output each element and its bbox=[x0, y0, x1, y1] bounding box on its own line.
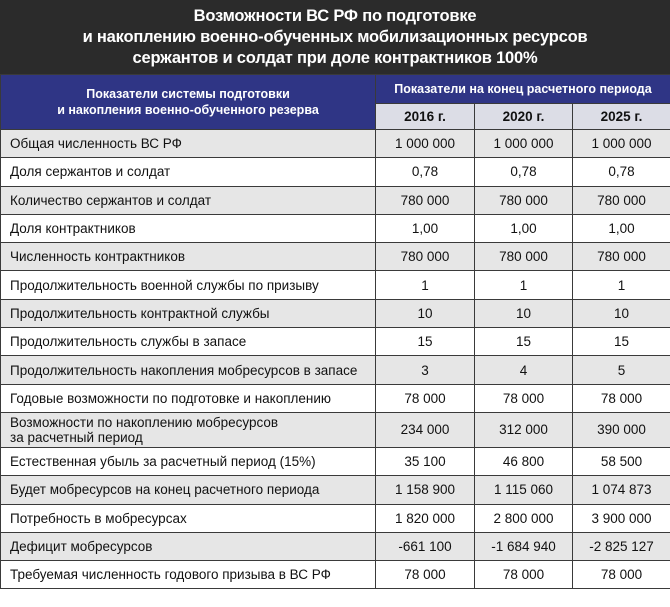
row-value: 1 bbox=[475, 271, 573, 299]
row-value: 10 bbox=[573, 299, 670, 327]
row-value: 780 000 bbox=[475, 186, 573, 214]
row-label-line: Потребность в мобресурсах bbox=[10, 510, 187, 526]
row-value: 1 bbox=[376, 271, 475, 299]
row-label bbox=[1, 476, 376, 504]
row-label-line: Доля сержантов и солдат bbox=[10, 164, 171, 180]
row-label-line: Дефицит мобресурсов bbox=[10, 539, 153, 554]
period-header: Показатели на конец расчетного периода bbox=[376, 75, 670, 104]
row-label bbox=[1, 328, 376, 356]
row-value: 58 500 bbox=[573, 447, 670, 475]
row-value: 15 bbox=[475, 328, 573, 356]
row-value: 3 bbox=[376, 356, 475, 384]
row-label bbox=[1, 447, 376, 475]
table-row bbox=[1, 299, 670, 327]
row-value: 3 900 000 bbox=[573, 504, 670, 532]
table-row bbox=[1, 186, 670, 214]
table-row bbox=[1, 271, 670, 299]
row-value: 1,00 bbox=[376, 214, 475, 242]
row-value: 10 bbox=[475, 299, 573, 327]
row-value: 1 000 000 bbox=[475, 130, 573, 158]
year-header: 2025 г. bbox=[573, 104, 670, 130]
row-label-line: Продолжительность контрактной службы bbox=[10, 305, 270, 321]
row-value: 10 bbox=[376, 299, 475, 327]
title-line: Возможности ВС РФ по подготовке bbox=[193, 6, 477, 25]
title-line: сержантов и солдат при доле контрактников 100% bbox=[132, 48, 538, 67]
row-label-line: Будет мобресурсов на конец расчетного периода bbox=[10, 482, 320, 498]
table-row bbox=[1, 412, 670, 447]
row-label bbox=[1, 299, 376, 327]
indicators-header-line: и накопления военно-обученного резерва bbox=[57, 103, 319, 117]
row-label bbox=[1, 504, 376, 532]
row-value: 780 000 bbox=[573, 186, 670, 214]
row-label-line: Общая численность ВС РФ bbox=[10, 136, 182, 152]
year-header: 2016 г. bbox=[376, 104, 475, 130]
row-label-line: за расчетный период bbox=[10, 429, 143, 445]
table-row bbox=[1, 532, 670, 560]
row-label bbox=[1, 384, 376, 412]
indicators-header bbox=[1, 75, 376, 130]
row-value: 15 bbox=[573, 328, 670, 356]
row-value: 1 bbox=[573, 271, 670, 299]
row-value: 46 800 bbox=[475, 447, 573, 475]
row-label-line: Продолжительность военной службы по призыву bbox=[10, 277, 319, 293]
row-value: -1 684 940 bbox=[475, 532, 573, 560]
row-label-line: Численность контрактников bbox=[10, 249, 186, 265]
row-label-line: Возможности по накоплению мобресурсов bbox=[10, 414, 279, 430]
row-label-line: Естественная убыль за расчетный период (15%) bbox=[10, 454, 316, 470]
table-row bbox=[1, 561, 670, 589]
row-label bbox=[1, 186, 376, 214]
row-value: 780 000 bbox=[376, 186, 475, 214]
row-value: 1 000 000 bbox=[376, 130, 475, 158]
row-value: 0,78 bbox=[376, 158, 475, 186]
table-row bbox=[1, 356, 670, 384]
row-value: 390 000 bbox=[573, 412, 670, 447]
row-value: 312 000 bbox=[475, 412, 573, 447]
row-value: 5 bbox=[573, 356, 670, 384]
row-value: 35 100 bbox=[376, 447, 475, 475]
table-title bbox=[0, 0, 670, 74]
row-label-line: Годовые возможности по подготовке и накоплению bbox=[10, 390, 332, 406]
header-row bbox=[1, 75, 670, 104]
row-value: 1 115 060 bbox=[475, 476, 573, 504]
row-value: -661 100 bbox=[376, 532, 475, 560]
row-label bbox=[1, 271, 376, 299]
row-value: 78 000 bbox=[376, 561, 475, 589]
row-label bbox=[1, 243, 376, 271]
row-label-line: Количество сержантов и солдат bbox=[10, 192, 212, 208]
row-value: 780 000 bbox=[573, 243, 670, 271]
row-value: 0,78 bbox=[573, 158, 670, 186]
mobilization-table bbox=[0, 74, 670, 589]
table-row bbox=[1, 243, 670, 271]
row-label bbox=[1, 214, 376, 242]
row-value: 4 bbox=[475, 356, 573, 384]
indicators-header-line: Показатели системы подготовки bbox=[86, 87, 290, 101]
row-label-line: Продолжительность накопления мобресурсов в запасе bbox=[10, 362, 358, 378]
row-value: 234 000 bbox=[376, 412, 475, 447]
row-value: 2 800 000 bbox=[475, 504, 573, 532]
row-value: 780 000 bbox=[376, 243, 475, 271]
row-value: 0,78 bbox=[475, 158, 573, 186]
table-row bbox=[1, 476, 670, 504]
row-value: 1 000 000 bbox=[573, 130, 670, 158]
row-label bbox=[1, 561, 376, 589]
row-value: 780 000 bbox=[475, 243, 573, 271]
table-row bbox=[1, 214, 670, 242]
row-value: 1,00 bbox=[573, 214, 670, 242]
row-label-line: Требуемая численность годового призыва в ВС РФ bbox=[10, 567, 331, 583]
row-label bbox=[1, 412, 376, 447]
row-value: 1 820 000 bbox=[376, 504, 475, 532]
row-label-line: Доля контрактников bbox=[10, 221, 136, 237]
table-row bbox=[1, 158, 670, 186]
row-value: 78 000 bbox=[573, 384, 670, 412]
row-value: 1 158 900 bbox=[376, 476, 475, 504]
row-value: 78 000 bbox=[376, 384, 475, 412]
table-row bbox=[1, 447, 670, 475]
row-value: 78 000 bbox=[475, 561, 573, 589]
row-label bbox=[1, 158, 376, 186]
row-value: 1 074 873 bbox=[573, 476, 670, 504]
table-row bbox=[1, 130, 670, 158]
table-row bbox=[1, 328, 670, 356]
row-label bbox=[1, 356, 376, 384]
row-label bbox=[1, 130, 376, 158]
row-value: 15 bbox=[376, 328, 475, 356]
table-row bbox=[1, 504, 670, 532]
row-value: 78 000 bbox=[573, 561, 670, 589]
row-value: -2 825 127 bbox=[573, 532, 670, 560]
title-line: и накоплению военно-обученных мобилизационных ресурсов bbox=[82, 27, 588, 46]
row-value: 78 000 bbox=[475, 384, 573, 412]
row-label-line: Продолжительность службы в запасе bbox=[10, 334, 247, 350]
table-row bbox=[1, 384, 670, 412]
row-label bbox=[1, 532, 376, 560]
row-value: 1,00 bbox=[475, 214, 573, 242]
year-header: 2020 г. bbox=[475, 104, 573, 130]
